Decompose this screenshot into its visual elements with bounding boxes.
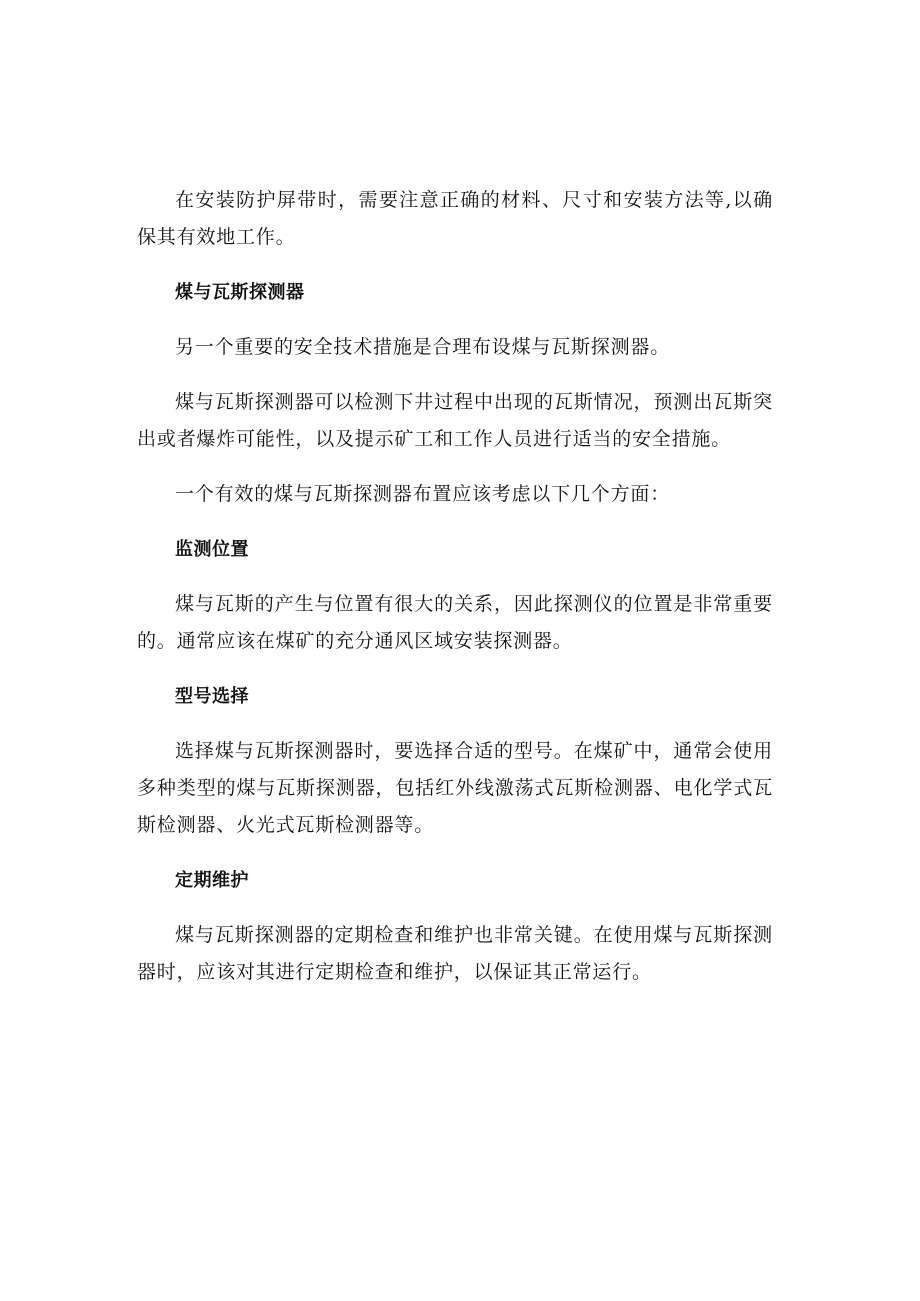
heading-model-selection: 型号选择 bbox=[175, 686, 249, 707]
paragraph-layout-aspects: 一个有效的煤与瓦斯探测器布置应该考虑以下几个方面： bbox=[175, 483, 671, 505]
paragraph-regular-maintenance: 煤与瓦斯探测器的定期检查和维护也非常关键。在使用煤与瓦斯探测器时，应该对其进行定期检查和维护，以保证其正常运行。 bbox=[137, 924, 773, 983]
heading-gas-detector: 煤与瓦斯探测器 bbox=[175, 282, 305, 303]
paragraph-monitoring-position: 煤与瓦斯的产生与位置有很大的关系，因此探测仪的位置是非常重要的。通常应该在煤矿的充分通风区域安装探测器。 bbox=[137, 593, 773, 652]
document-body bbox=[137, 182, 773, 991]
heading-regular-maintenance: 定期维护 bbox=[175, 870, 249, 891]
paragraph-gas-detector-function: 煤与瓦斯探测器可以检测下井过程中出现的瓦斯情况，预测出瓦斯突出或者爆炸可能性，以及提示矿工和工作人员进行适当的安全措施。 bbox=[137, 391, 773, 450]
paragraph-protective-screen: 在安装防护屏带时，需要注意正确的材料、尺寸和安装方法等,以确保其有效地工作。 bbox=[137, 189, 773, 248]
paragraph-model-selection: 选择煤与瓦斯探测器时，要选择合适的型号。在煤矿中，通常会使用多种类型的煤与瓦斯探测器，包括红外线激荡式瓦斯检测器、电化学式瓦斯检测器、火光式瓦斯检测器等。 bbox=[137, 740, 773, 836]
paragraph-gas-detector-intro: 另一个重要的安全技术措施是合理布设煤与瓦斯探测器。 bbox=[175, 336, 671, 358]
heading-monitoring-position: 监测位置 bbox=[175, 539, 249, 560]
